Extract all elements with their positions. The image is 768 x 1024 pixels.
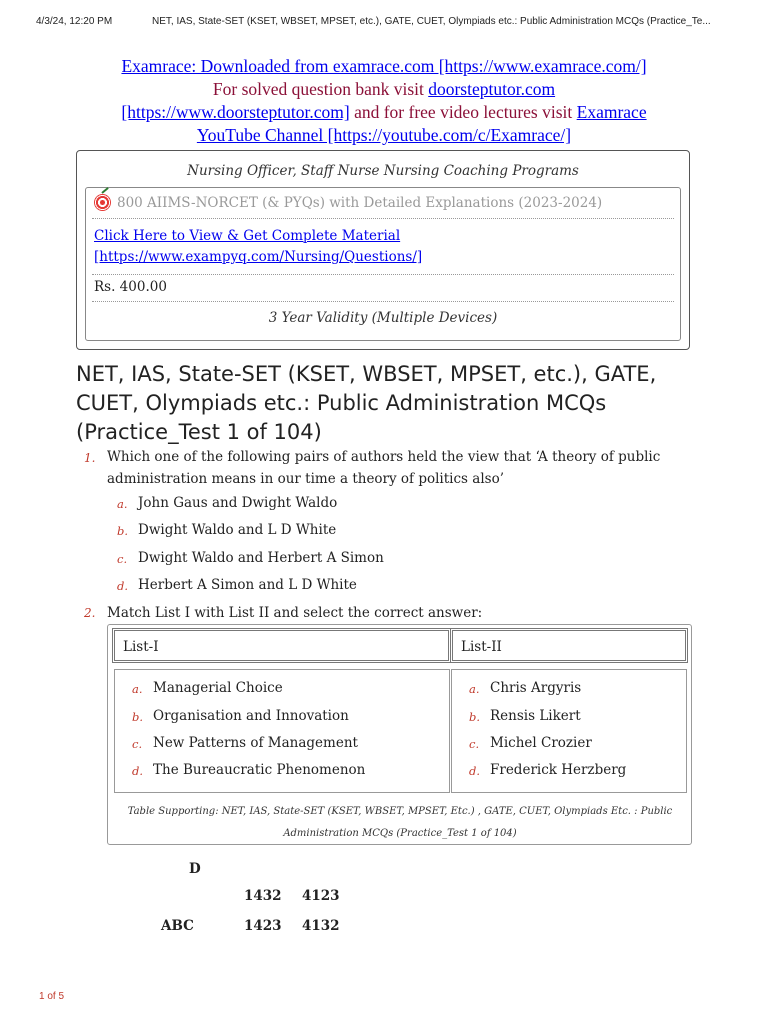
divider bbox=[92, 301, 674, 302]
target-icon bbox=[94, 194, 111, 211]
option-letter: c. bbox=[117, 552, 128, 566]
doorsteptutor-url-link[interactable]: [https://www.doorsteptutor.com] bbox=[121, 102, 350, 122]
option-text: Dwight Waldo and L D White bbox=[138, 522, 337, 538]
option-letter: a. bbox=[117, 497, 128, 511]
table-caption: Table Supporting: NET, IAS, State-SET (KSET, WBSET, MPSET, Etc.) , GATE, CUET, Olympiads Etc. : Public Administration MCQs (Practice_Test 1 of 104) bbox=[127, 806, 673, 839]
list1-item: Organisation and Innovation bbox=[153, 708, 349, 724]
complete-material-link[interactable]: Click Here to View & Get Complete Material [https://www.exampyq.com/Nursing/Questions/] bbox=[94, 228, 423, 265]
list2-letter: a. bbox=[469, 682, 480, 696]
option-text: John Gaus and Dwight Waldo bbox=[138, 495, 338, 511]
promo-card bbox=[85, 187, 681, 341]
answer-grid-cell: 4123 bbox=[302, 888, 340, 904]
option-text: Dwight Waldo and Herbert A Simon bbox=[138, 550, 384, 566]
answer-grid-header: D bbox=[189, 861, 201, 877]
list2-item: Michel Crozier bbox=[490, 735, 592, 751]
list1-item: The Bureaucratic Phenomenon bbox=[153, 762, 366, 778]
doorsteptutor-link[interactable]: doorsteptutor.com bbox=[428, 79, 556, 99]
option-text: Herbert A Simon and L D White bbox=[138, 577, 357, 593]
table-header-list1: List-I bbox=[112, 628, 451, 663]
option-letter: d. bbox=[117, 579, 129, 593]
list2-item: Frederick Herzberg bbox=[490, 762, 627, 778]
youtube-channel-link[interactable]: YouTube Channel [https://youtube.com/c/Examrace/] bbox=[196, 125, 572, 145]
list2-letter: c. bbox=[469, 737, 480, 751]
list2-letter: d. bbox=[469, 764, 481, 778]
promo-item-text: 800 AIIMS-NORCET (& PYQs) with Detailed Explanations (2023-2024) bbox=[117, 194, 603, 211]
list1-letter: a. bbox=[132, 682, 143, 696]
answer-grid-cell: 1423 bbox=[244, 918, 282, 934]
price: Rs. 400.00 bbox=[94, 279, 167, 295]
list1-item: New Patterns of Management bbox=[153, 735, 358, 751]
list2-item: Rensis Likert bbox=[490, 708, 581, 724]
question-text: Which one of the following pairs of authors held the view that ‘A theory of public administration means in our time a theory of politics also’ bbox=[107, 449, 661, 487]
divider bbox=[92, 218, 674, 219]
table-header-list2: List-II bbox=[450, 628, 688, 663]
banner-text: For solved question bank visit bbox=[212, 79, 429, 99]
page-counter: 1 of 5 bbox=[39, 991, 65, 1002]
list2-letter: b. bbox=[469, 710, 481, 724]
question-number: 2. bbox=[84, 606, 96, 620]
validity: 3 Year Validity (Multiple Devices) bbox=[268, 310, 498, 326]
list1-letter: b. bbox=[132, 710, 144, 724]
list2-item: Chris Argyris bbox=[490, 680, 582, 696]
answer-grid-row-label: ABC bbox=[161, 918, 194, 934]
list1-letter: c. bbox=[132, 737, 143, 751]
promo-item bbox=[94, 194, 602, 211]
print-date: 4/3/24, 12:20 PM bbox=[36, 16, 113, 27]
promo-box bbox=[76, 150, 690, 350]
question-text: Match List I with List II and select the correct answer: bbox=[107, 605, 483, 621]
page-title: NET, IAS, State-SET (KSET, WBSET, MPSET, etc.), GATE, CUET, Olympiads etc.: Public Administration MCQs (Practice_Test 1 of 104) bbox=[76, 362, 657, 444]
examrace-video-link[interactable]: Examrace bbox=[576, 102, 647, 122]
promo-heading: Nursing Officer, Staff Nurse Nursing Coaching Programs bbox=[187, 163, 579, 179]
examrace-link[interactable]: Examrace: Downloaded from examrace.com [https://www.examrace.com/] bbox=[121, 56, 647, 76]
download-banner bbox=[76, 55, 692, 147]
list1-item: Managerial Choice bbox=[153, 680, 283, 696]
answer-grid-cell: 1432 bbox=[244, 888, 282, 904]
print-title: NET, IAS, State-SET (KSET, WBSET, MPSET, etc.), GATE, CUET, Olympiads etc.: Public Administration MCQs (Practice_Te... bbox=[152, 16, 711, 27]
answer-grid-cell: 4132 bbox=[302, 918, 340, 934]
list1-letter: d. bbox=[132, 764, 144, 778]
option-letter: b. bbox=[117, 524, 129, 538]
divider bbox=[92, 274, 674, 275]
question-number: 1. bbox=[84, 451, 96, 465]
banner-text-2: and for free video lectures visit bbox=[349, 102, 577, 122]
